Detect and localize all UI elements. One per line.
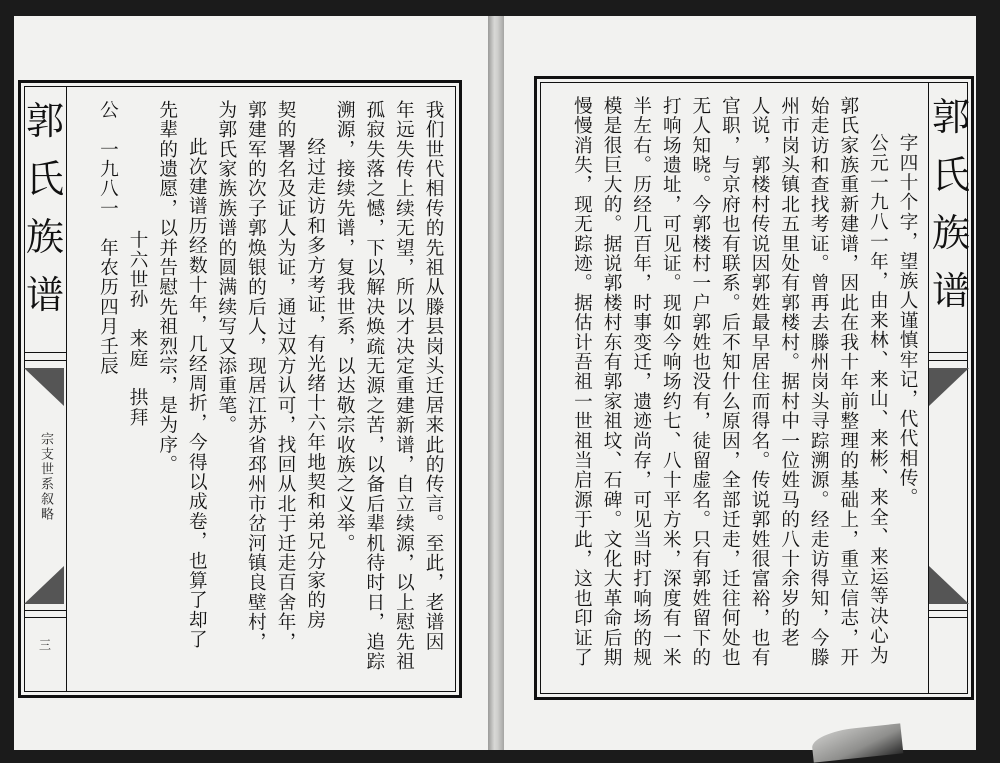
- title-char: 氏: [25, 157, 64, 201]
- book-gutter: [488, 16, 504, 750]
- left-body-text: [78, 100, 448, 685]
- text-column: 官职，与京府也有联系。后不知什么原因，全部迁走，迁往何处也: [719, 96, 741, 668]
- text-column: 人说，郭楼村传说因郭姓最早居住而得名。传说郭姓很富裕，也有: [749, 96, 771, 668]
- text-column: 为郭氏家族族谱的圆满续写又添重笔。: [215, 100, 237, 435]
- right-book-title: [932, 88, 988, 350]
- title-char: 郭: [25, 99, 64, 143]
- right-fishtail-ornament: [929, 368, 969, 406]
- text-column: 年远失传上续无望，所以才决定重建新谱，自立续源，以上慰先祖: [393, 100, 415, 672]
- signature-column: 十六世孙 来庭 拱拜: [127, 230, 149, 428]
- text-column: 慢慢消失，现无踪迹。据估计吾祖一世祖当启源于此，这也印证了: [571, 96, 593, 668]
- right-strip-rule: [929, 610, 968, 611]
- right-strip-rule: [929, 617, 968, 618]
- text-column: 州市岗头镇北五里处有郭楼村。据村中一位姓马的八十余岁的老: [778, 96, 800, 648]
- text-column: 先辈的遗愿，以并告慰先祖烈宗，是为序。: [156, 100, 178, 475]
- text-column: 此次建谱历经数十年，几经周折，今得以成卷，也算了却了: [186, 137, 208, 650]
- text-column: 经过走访和多方考证，有光绪十六年地契和弟兄分家的房: [304, 137, 326, 630]
- title-char: 族: [932, 211, 971, 255]
- text-column: 我们世代相传的先祖从滕县岗头迁居来此的传言。至此，老谱因: [423, 100, 444, 652]
- text-column: 半左右。历经几百年，时事变迁，遗迹尚存，可见当时打响场的规: [630, 96, 652, 668]
- date-column: 公 一九八一 年农历四月壬辰: [97, 100, 119, 376]
- title-char: 族: [25, 215, 64, 259]
- left-fishtail-ornament: [24, 368, 64, 406]
- left-strip-divider: [66, 86, 67, 692]
- right-fishtail-ornament: [929, 566, 969, 604]
- section-label: 宗支世系叙略: [38, 432, 53, 522]
- title-char: 谱: [25, 273, 64, 317]
- left-fishtail-ornament: [24, 566, 64, 604]
- text-column: 郭建军的次子郭焕银的后人，现居江苏省邳州市岔河镇良壁村，: [245, 100, 267, 652]
- title-char: 氏: [932, 153, 971, 197]
- text-column: 契的署名及证人为证，通过双方认可，找回从北于迁走百舍年，: [275, 100, 297, 652]
- left-strip-rule: [24, 610, 66, 611]
- text-column: 无人知晓。今郭楼村一户郭姓也没有，徒留虚名。只有郭姓留下的: [689, 96, 711, 668]
- text-column: 溯源，接续先谱，复我世系，以达敬宗收族之义举。: [334, 100, 356, 554]
- right-body-text: [550, 96, 922, 686]
- title-char: 谱: [932, 269, 971, 313]
- right-strip-rule: [929, 360, 968, 361]
- left-strip-rule: [24, 617, 66, 618]
- text-column: 始走访和查找考证。曾再去滕州岗头寻踪溯源。经走访得知，今滕: [808, 96, 830, 668]
- left-strip-rule: [24, 360, 66, 361]
- text-column: 字四十个字，望族人谨慎牢记，代代相传。: [897, 133, 918, 508]
- left-book-title: [8, 92, 64, 350]
- left-strip-rule: [24, 352, 66, 353]
- text-column: 孤寂失落之憾，下以解决焕疏无源之苦，以备后辈机待时日，追踪: [363, 100, 385, 672]
- text-column: 郭氏家族重新建谱，因此在我十年前整理的基础上，重立信志，开: [837, 96, 859, 668]
- right-strip-rule: [929, 352, 968, 353]
- text-column: 公元一九八一年，由来林、来山、来彬、来全、来运等决心为: [867, 133, 889, 666]
- title-char: 郭: [932, 95, 971, 139]
- text-column: 打响场遗址，可见证。现如今响场约七、八十平方米，深度有一米: [660, 96, 682, 668]
- text-column: 模是很巨大的。据说郭楼村东有郭家祖坟、石碑。文化大革命后期: [601, 96, 623, 668]
- page-number: 三: [39, 638, 52, 652]
